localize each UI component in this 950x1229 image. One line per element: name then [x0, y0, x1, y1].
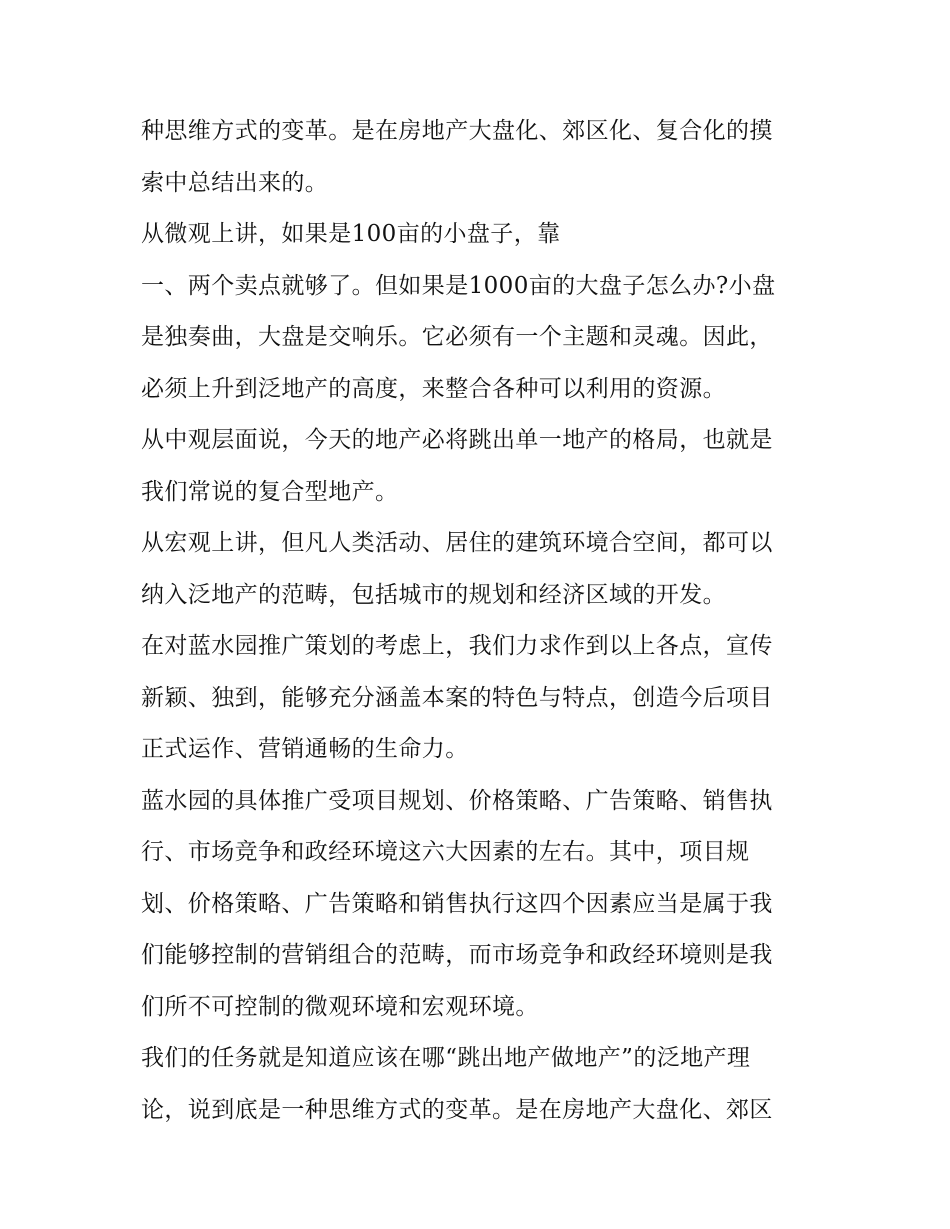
text-line: 新颖、独到，能够充分涵盖本案的特色与特点，创造今后项目	[141, 684, 773, 711]
text-line: 们能够控制的营销组合的范畴，而市场竞争和政经环境则是我	[141, 942, 773, 968]
text-line: 从中观层面说，今天的地产必将跳出单一地产的格局，也就是	[141, 427, 773, 453]
text-line: 们所不可控制的微观环境和宏观环境。	[141, 993, 539, 1020]
text-line: 行、市场竞争和政经环境这六大因素的左右。其中，项目规	[141, 839, 750, 865]
text-line: 正式运作、营销通畅的生命力。	[141, 736, 469, 762]
text-line: 是独奏曲，大盘是交响乐。它必须有一个主题和灵魂。因此，	[141, 324, 773, 350]
text-line: 索中总结出来的。	[141, 169, 329, 196]
text-line: 一、两个卖点就够了。但如果是1000亩的大盘子怎么办?小盘	[141, 272, 776, 299]
text-line: 划、价格策略、广告策略和销售执行这四个因素应当是属于我	[141, 890, 773, 917]
text-line: 论，说到底是一种思维方式的变革。是在房地产大盘化、郊区	[141, 1096, 773, 1123]
text-line: 蓝水园的具体推广受项目规划、价格策略、广告策略、销售执	[141, 787, 773, 814]
text-line: 从微观上讲，如果是100亩的小盘子，靠	[141, 221, 561, 247]
text-line: 我们的任务就是知道应该在哪“跳出地产做地产”的泛地产理	[141, 1045, 751, 1071]
text-line: 从宏观上讲，但凡人类活动、居住的建筑环境合空间，都可以	[141, 530, 773, 556]
text-line: 在对蓝水园推广策划的考虑上，我们力求作到以上各点，宣传	[141, 633, 773, 659]
text-line: 必须上升到泛地产的高度，来整合各种可以利用的资源。	[141, 375, 726, 402]
text-line: 种思维方式的变革。是在房地产大盘化、郊区化、复合化的摸	[141, 118, 773, 144]
text-line: 我们常说的复合型地产。	[141, 478, 399, 505]
text-line: 纳入泛地产的范畴，包括城市的规划和经济区域的开发。	[141, 581, 726, 608]
body-text	[141, 106, 821, 1136]
